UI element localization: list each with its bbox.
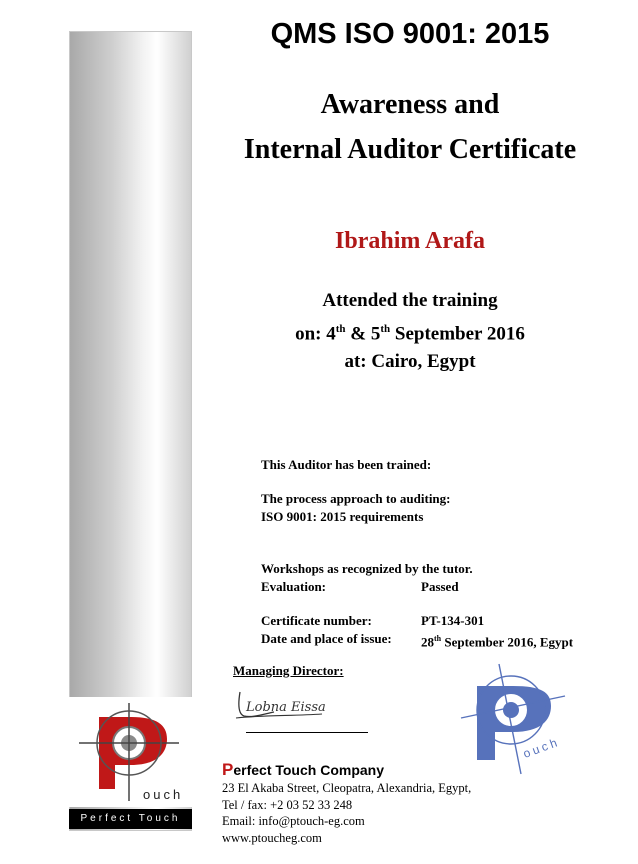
issue-row [261, 630, 573, 651]
company-stamp [455, 660, 570, 778]
company-contact [222, 780, 471, 846]
evaluation-label: Evaluation: [261, 579, 327, 594]
evaluation-block [261, 560, 473, 596]
signature-image [234, 684, 334, 722]
perfect-touch-logo [69, 697, 192, 807]
brand-strip: Perfect Touch [69, 809, 192, 829]
cert-number-value: PT-134-301 [421, 613, 485, 628]
title-line-2: Internal Auditor Certificate [243, 134, 577, 165]
certificate-title [210, 82, 610, 172]
training-location: at: Cairo, Egypt [344, 351, 476, 373]
signature-line [246, 732, 368, 733]
cert-number-label: Certificate number: [261, 613, 372, 628]
certificate-meta [261, 612, 573, 651]
managing-director-label: Managing Director: [233, 663, 344, 678]
issue-label: Date and place of issue: [261, 631, 392, 646]
topics [261, 490, 451, 526]
company-phone: Tel / fax: +2 03 52 33 248 [222, 797, 353, 812]
cert-number-row [261, 612, 573, 630]
issue-value: 28th September 2016, Egypt [421, 634, 574, 650]
title-line-1: Awareness and [320, 89, 500, 120]
workshops-line: Workshops as recognized by the tutor. [261, 561, 473, 576]
training-dates: on: 4th & 5th September 2016 [295, 323, 525, 345]
company-name-initial: P [222, 760, 234, 779]
attended-line: Attended the training [322, 290, 498, 311]
trained-heading: This Auditor has been trained: [261, 457, 432, 472]
signature-text: Lobna Eissa [246, 700, 326, 715]
topic-1: The process approach to auditing: [261, 491, 451, 506]
company-name [222, 760, 384, 780]
company-name-rest: erfect Touch Company [233, 762, 384, 778]
evaluation-row [261, 578, 473, 596]
standard-heading: QMS ISO 9001: 2015 [270, 18, 550, 50]
training-info [210, 287, 610, 376]
recipient-name: Ibrahim Arafa [335, 228, 485, 254]
company-address: 23 El Akaba Street, Cleopatra, Alexandria, Egypt, [222, 781, 472, 795]
stamp-text: ouch [521, 734, 562, 761]
company-website[interactable]: www.ptoucheg.com [222, 830, 322, 845]
evaluation-value: Passed [421, 579, 459, 594]
topic-2: ISO 9001: 2015 requirements [261, 509, 424, 524]
logo-text: ouch [143, 787, 184, 802]
company-email[interactable]: Email: info@ptouch-eg.com [222, 814, 365, 828]
